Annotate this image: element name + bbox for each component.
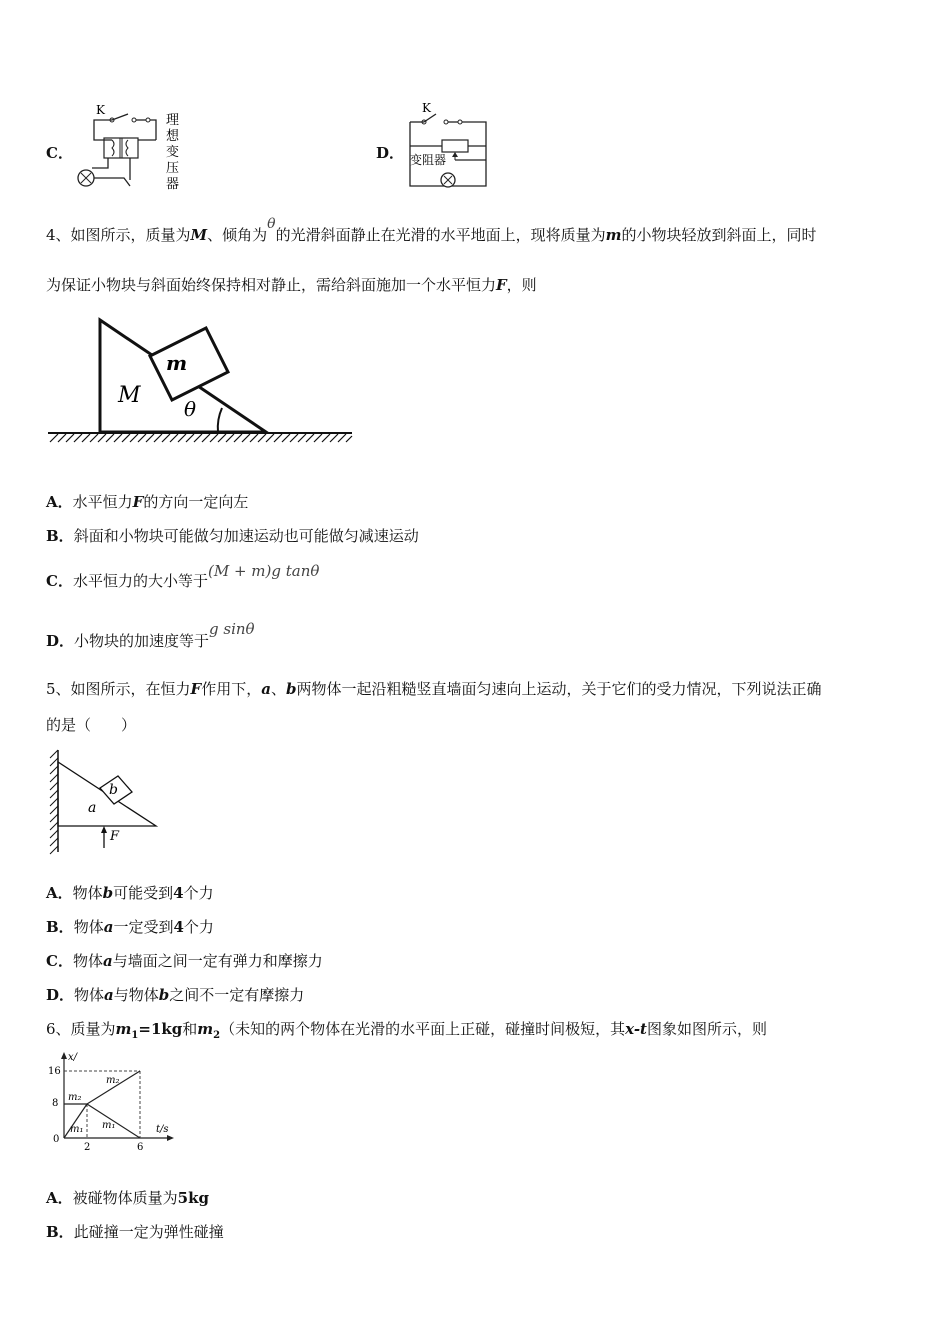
q4-stem-line1: 4、如图所示，质量为M、倾角为θ的光滑斜面静止在光滑的水平地面上，现将质量为m的小物块轻放到斜面上，同时 <box>46 216 817 244</box>
label-m1-right: m₁ <box>102 1120 116 1131</box>
q5-option-c: C．物体a与墙面之间一定有弹力和摩擦力 <box>46 952 323 970</box>
theta-symbol: θ <box>267 216 276 232</box>
label-m2-left: m₂ <box>68 1092 82 1103</box>
q4-incline-figure <box>46 312 356 452</box>
switch-label-c: K <box>96 103 105 117</box>
block-b-label: b <box>109 782 118 798</box>
force-label: F <box>110 829 120 844</box>
q3-option-d-label: D． <box>376 144 405 162</box>
x-tick-6: 6 <box>137 1142 144 1153</box>
formula-c: (M + m)g tanθ <box>207 562 320 580</box>
q5-option-b: B．物体a一定受到4个力 <box>46 918 214 936</box>
block-label: m <box>166 351 188 375</box>
switch-label-d: K <box>422 101 431 115</box>
q5-stem-line2: 的是（ ） <box>46 716 137 734</box>
q6-option-a: A．被碰物体质量为5kg <box>46 1189 209 1207</box>
y-tick-16: 16 <box>48 1066 61 1077</box>
q5-wall-figure <box>46 748 162 856</box>
y-tick-0: 0 <box>53 1134 60 1145</box>
q4-stem-line2: 为保证小物块与斜面始终保持相对静止，需给斜面施加一个水平恒力F，则 <box>46 276 537 294</box>
caption-d: 变阻器 <box>410 153 447 167</box>
incline-label: M <box>118 383 141 408</box>
q3-option-d-diagram <box>400 98 495 192</box>
x-axis-label: t/s <box>156 1124 169 1135</box>
label-m2-top: m₂ <box>106 1075 120 1086</box>
q6-xt-graph <box>44 1050 184 1154</box>
caption-c-1: 理 <box>166 113 180 128</box>
angle-label: θ <box>184 397 197 421</box>
q6-option-b: B．此碰撞一定为弹性碰撞 <box>46 1223 224 1241</box>
caption-c-3: 变 <box>166 145 180 160</box>
q4-option-d: D．小物块的加速度等于g sinθ <box>46 620 255 650</box>
caption-c-5: 器 <box>166 177 180 192</box>
y-axis-label: x/ <box>68 1052 78 1063</box>
x-tick-2: 2 <box>84 1142 91 1153</box>
q5-stem-line1: 5、如图所示，在恒力F作用下，a、b两物体一起沿粗糙竖直墙面匀速向上运动，关于它们的受力情况，下列说法正确 <box>46 680 822 698</box>
q5-option-a: A．物体b可能受到4个力 <box>46 884 214 902</box>
label-m1-left: m₁ <box>70 1124 84 1135</box>
q3-option-c-label: C． <box>46 144 73 162</box>
q3-option-c-diagram <box>72 100 187 192</box>
q4-option-a: A．水平恒力F的方向一定向左 <box>46 493 249 511</box>
block-a-label: a <box>88 800 97 816</box>
formula-d: g sinθ <box>209 620 255 638</box>
y-tick-8: 8 <box>52 1098 59 1109</box>
q5-option-d: D．物体a与物体b之间不一定有摩擦力 <box>46 986 305 1004</box>
caption-c-2: 想 <box>166 129 180 144</box>
caption-c-4: 压 <box>166 161 180 176</box>
q4-option-b: B．斜面和小物块可能做匀加速运动也可能做匀减速运动 <box>46 527 419 545</box>
q6-stem: 6、质量为$m_1=1kg$和$m_2$（未知的两个物体在光滑的水平面上正碰，碰撞时间极短，其x-t图象如图所示，则 <box>46 1020 768 1041</box>
q4-option-c: C．水平恒力的大小等于(M + m)g tanθ <box>46 562 320 590</box>
